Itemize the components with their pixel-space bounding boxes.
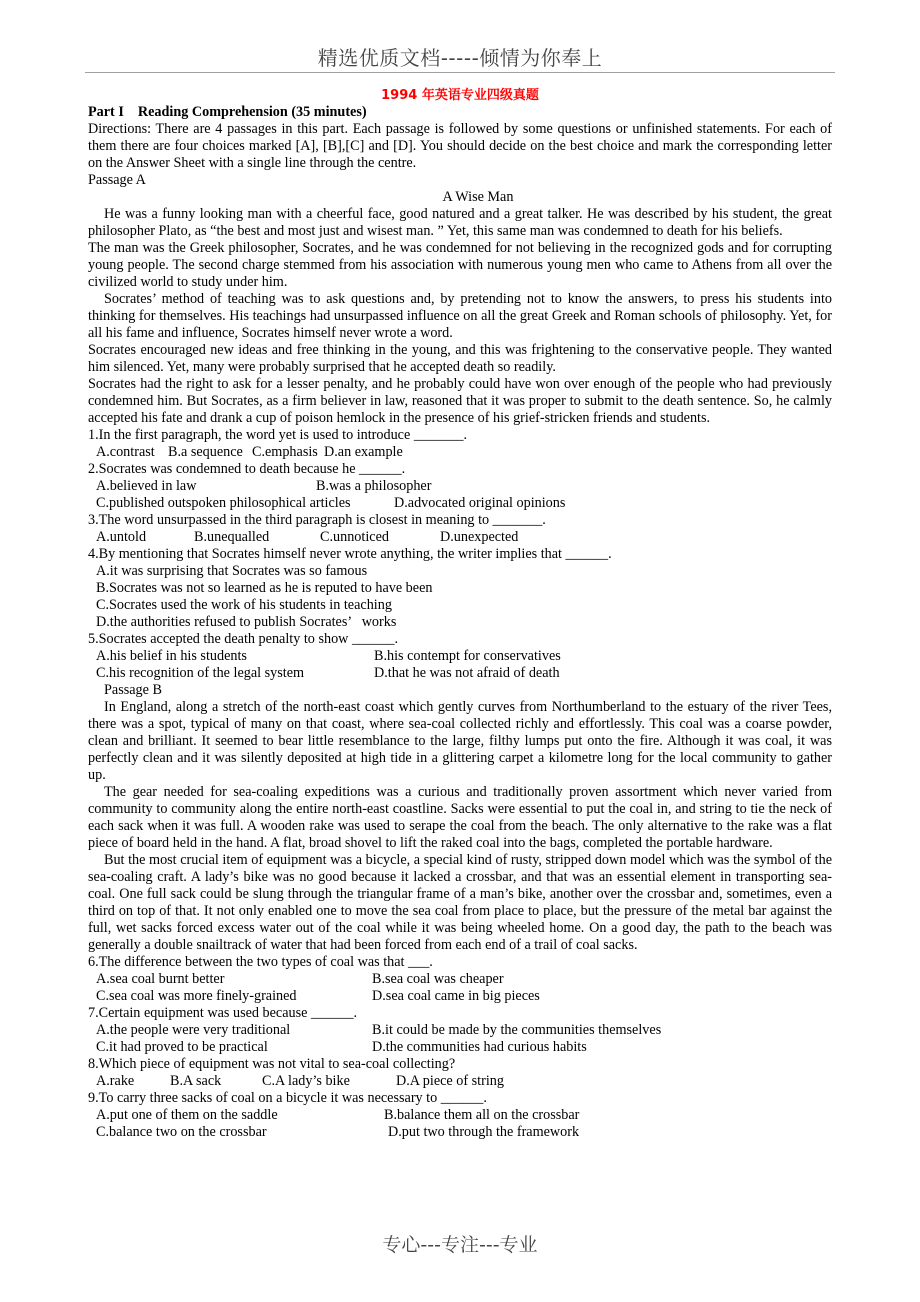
passage-a-paragraph: Socrates encouraged new ideas and free thinking in the young, and this was frightening to the conservative people. They wanted him silenced. Yet, many were probably surprised that he accepted death so readily. [88,342,832,375]
question-stem: 2.Socrates was condemned to death because he ______. [88,461,406,477]
question-stem: 9.To carry three sacks of coal on a bicycle it was necessary to ______. [88,1090,487,1106]
option-d: D.the authorities refused to publish Socrates’ works [96,614,397,630]
option-b: B.unequalled [194,529,270,545]
option-c: C.Socrates used the work of his students in teaching [96,597,392,613]
passage-a-paragraph: He was a funny looking man with a cheerful face, good natured and a great talker. He was described by his student, the great philosopher Plato, as “the best and most just and wisest man. ” Yet, this same man was condemned to death for his beliefs. [88,206,832,239]
passage-a-paragraph: Socrates had the right to ask for a lesser penalty, and he probably could have won over enough of the people who had previously condemned him. But Socrates, as a firm believer in law, reasoned that it was proper to submit to the death sentence. So, he calmly accepted his fate and drank a cup of poison hemlock in the presence of his grief-stricken friends and students. [88,376,832,426]
option-a: A.rake [96,1073,135,1089]
header-divider [85,72,835,73]
question-options [88,478,832,495]
option-b: B.balance them all on the crossbar [384,1107,580,1123]
question-options [88,495,832,512]
option-a: A.believed in law [96,478,197,494]
option-d: D.put two through the framework [388,1124,580,1140]
option-b: B.Socrates was not so learned as he is reputed to have been [96,580,433,596]
question-options [88,1124,832,1141]
option-d: D.unexpected [440,529,519,545]
passage-a-title: A Wise Man [442,189,514,205]
question-options [88,1022,832,1039]
passage-b-paragraph: The gear needed for sea-coaling expeditions was a curious and traditionally proven assortment which never varied from community to community along the entire north-east coastline. Sacks were essential to put the coal in, and string to tie the neck of each sack when it was full. A wooden rake was used to serape the coal from the beach. The only alternative to the rake was a flat piece of board held in the hand. A flat, broad shovel to lift the raked coal into the bags, completed the portable hardware. [88,784,832,851]
question-options [88,1107,832,1124]
question-options [88,665,832,682]
question-options [88,988,832,1005]
document-body [88,87,832,1141]
question-stem: 3.The word unsurpassed in the third paragraph is closest in meaning to _______. [88,512,546,528]
option-d: D.A piece of string [396,1073,504,1089]
option-b: B.a sequence [168,444,243,460]
option-c: C.emphasis [252,444,318,460]
option-c: C.published outspoken philosophical articles [96,495,351,511]
option-c: C.balance two on the crossbar [96,1124,267,1140]
option-d: D.that he was not afraid of death [374,665,560,681]
option-a: A.it was surprising that Socrates was so famous [96,563,368,579]
option-a: A.the people were very traditional [96,1022,291,1038]
option-b: B.sea coal was cheaper [372,971,504,987]
passage-a-label: Passage A [88,172,146,188]
option-a: A.untold [96,529,147,545]
option-d: D.the communities had curious habits [372,1039,587,1055]
option-b: B.his contempt for conservatives [374,648,561,664]
question-options [88,971,832,988]
option-c: C.unnoticed [320,529,389,545]
question-stem: 4.By mentioning that Socrates himself never wrote anything, the writer implies that ______. [88,546,612,562]
question-options [88,648,832,665]
directions: Directions: There are 4 passages in this part. Each passage is followed by some questions or unfinished statements. For each of them there are four choices marked [A], [B],[C] and [D]. You should decide on the best choice and mark the corresponding letter on the Answer Sheet with a single line through the centre. [88,121,832,171]
option-a: A.his belief in his students [96,648,247,664]
option-b: B.A sack [170,1073,222,1089]
question-stem: 7.Certain equipment was used because ______. [88,1005,358,1021]
passage-a-paragraph: The man was the Greek philosopher, Socrates, and he was condemned for not believing in the recognized gods and for corrupting young people. The second charge stemmed from his association with numerous young men who came to Athens from all over the civilized world to study under him. [88,240,832,290]
option-b: B.it could be made by the communities themselves [372,1022,662,1038]
option-d: D.advocated original opinions [394,495,566,511]
option-d: D.an example [324,444,403,460]
question-options [88,529,832,546]
question-options [88,444,832,461]
option-c: C.sea coal was more finely-grained [96,988,297,1004]
option-a: A.contrast [96,444,155,460]
question-stem: 8.Which piece of equipment was not vital to sea-coal collecting? [88,1056,456,1072]
page-header: 精选优质文档-----倾情为你奉上 [317,46,603,70]
passage-b-paragraph: But the most crucial item of equipment was a bicycle, a special kind of rusty, stripped down model which was the symbol of the sea-coaling craft. A lady’s bike was no good because it lacked a crossbar, and that was an essential element in transporting sea-coal. One full sack could be slung through the triangular frame of a man’s bike, another over the crossbar and, sometimes, even a third on top of that. It not only enabled one to move the sea coal from place to place, but the pressure of the metal bar against the full, wet sacks forced excess water out of the coal while it was being wheeled home. On a good day, the path to the beach was generally a double snailtrack of water that had been forced from each end of a trail of coal sacks. [88,852,832,953]
part-name: Reading Comprehension (35 minutes) [137,104,367,120]
option-c: C.his recognition of the legal system [96,665,305,681]
page-footer: 专心---专注---专业 [382,1234,538,1256]
part-heading [88,104,832,121]
question-stem: 1.In the first paragraph, the word yet is used to introduce _______. [88,427,468,443]
option-a: A.put one of them on the saddle [96,1107,278,1123]
question-options [88,1073,832,1090]
question-options [88,1039,832,1056]
option-c: C.A lady’s bike [262,1073,350,1089]
option-a: A.sea coal burnt better [96,971,225,987]
option-b: B.was a philosopher [316,478,432,494]
passage-b-label: Passage B [104,682,162,698]
question-stem: 6.The difference between the two types of coal was that ___. [88,954,433,970]
option-c: C.it had proved to be practical [96,1039,268,1055]
passage-a-paragraph: Socrates’ method of teaching was to ask questions and, by pretending not to know the answers, to press his students into thinking for themselves. His teachings had unsurpassed influence on all the great Greek and Roman schools of philosophy. Yet, for all his fame and influence, Socrates himself never wrote a word. [88,291,832,341]
passage-b-paragraph: In England, along a stretch of the north-east coast which gently curves from Northumberland to the estuary of the river Tees, there was a spot, typical of many on that coast, where sea-coal collected richly and effortlessly. This coal was a coarse powder, clean and brilliant. It seemed to bear little resemblance to the large, filthy lumps put onto the fire. Although it was coal, it was perfectly clean and it was silently deposited at high tide in a glittering carpet a kilometre long for the local community to gather up. [88,699,832,783]
document-title: 1994 年英语专业四级真题 [381,88,539,103]
option-d: D.sea coal came in big pieces [372,988,540,1004]
question-stem: 5.Socrates accepted the death penalty to show ______. [88,631,399,647]
part-label: Part I [88,104,124,120]
